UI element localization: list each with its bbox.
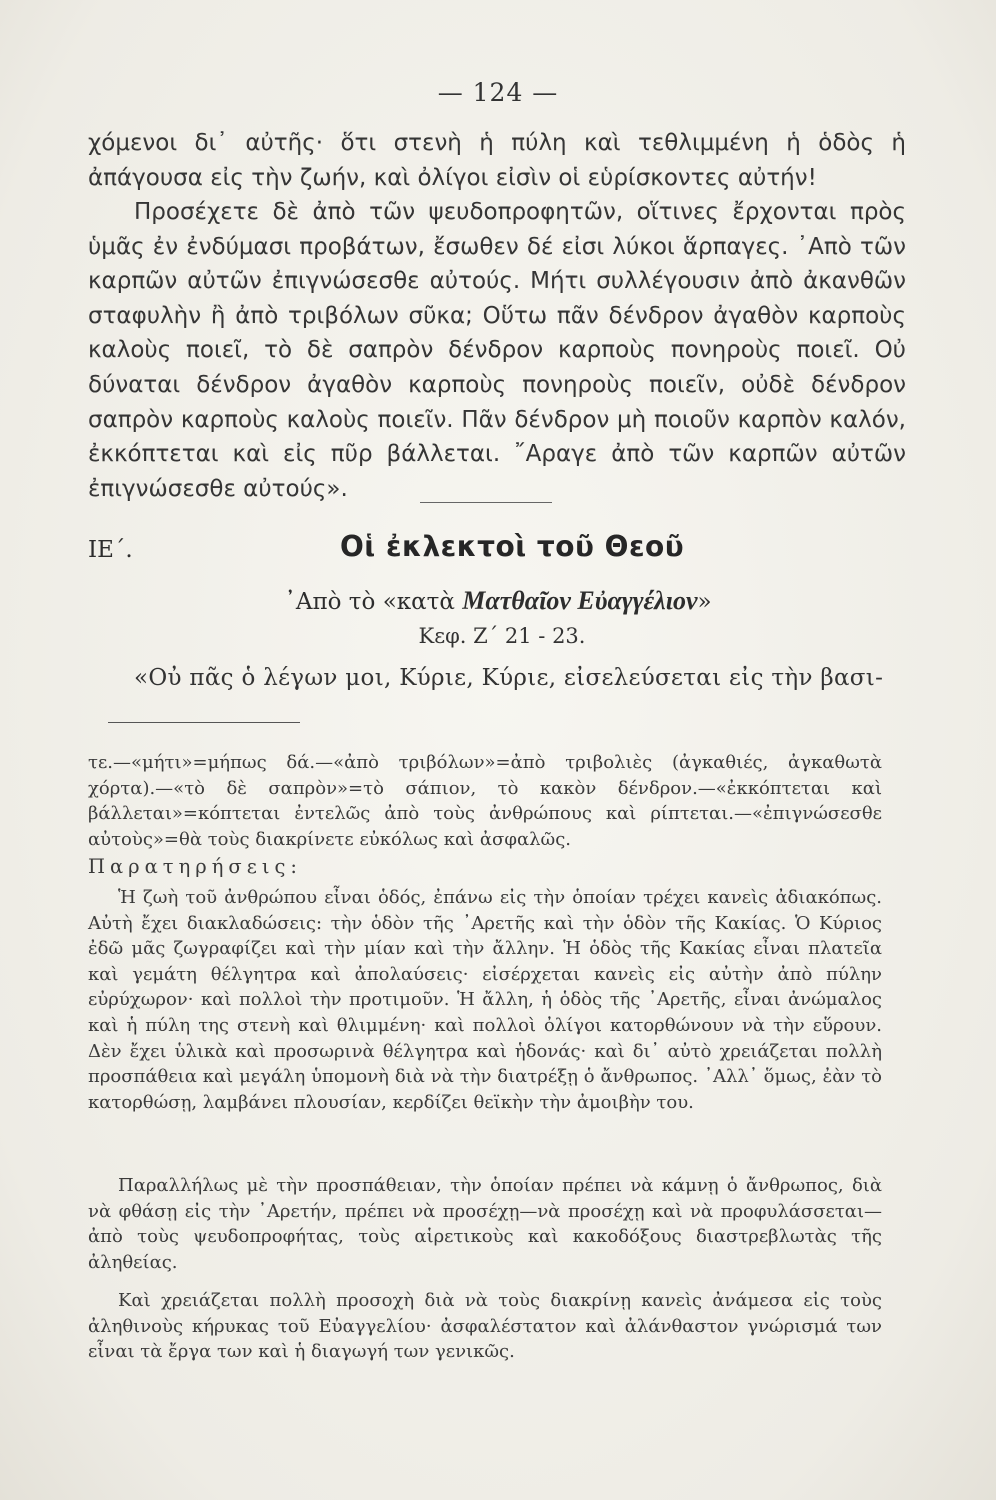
remarks-heading: Παρατηρήσεις: (88, 855, 302, 878)
footnote-rule (108, 722, 300, 723)
gospel-source (0, 586, 996, 616)
page-number: — 124 — (437, 78, 559, 107)
footnote-glossary: τε.—«μήτι»=μήπως δά.—«ἀπὸ τριβόλων»=ἀπὸ τριβολιὲς (ἀγκαθιές, ἀγκαθωτὰ χόρτα).—«τὸ δὲ σαπρὸν»=τὸ σάπιον, τὸ κακὸν δένδρον.—«ἐκκόπτεται καὶ βάλλεται»=κόπτεται ἐντελῶς ἀπὸ τοὺς ἀνθρώπους καὶ ρίπτεται.—«ἐπιγνώσεσθε αὐτοὺς»=θὰ τοὺς διακρίνετε εὐκόλως καὶ ἀσφαλῶς. (88, 752, 882, 850)
source-prefix: ᾿Απὸ τὸ «κατὰ (284, 589, 463, 615)
section-number: ΙΕ΄. (88, 537, 133, 563)
source-suffix: » (697, 589, 712, 615)
section-separator-rule (420, 502, 552, 503)
scripture-quote: «Οὐ πᾶς ὁ λέγων μοι, Κύριε, Κύριε, εἰσελεύσεται εἰς τὴν βασι- (134, 665, 884, 691)
remarks-paragraph: Ἡ ζωὴ τοῦ ἀνθρώπου εἶναι ὁδός, ἐπάνω εἰς τὴν ὁποίαν τρέχει κανεὶς ἀδιακόπως. Αὐτὴ ἔχει διακλαδώσεις: τὴν ὁδὸν τῆς ᾿Αρετῆς καὶ τὴν ὁδὸν τῆς Κακίας. Ὁ Κύριος ἐδῶ μᾶς ζωγραφίζει καὶ τὴν μίαν καὶ τὴν ἄλλην. Ἡ ὁδὸς τῆς Κακίας εἶναι πλατεῖα καὶ γεμάτη θέλγητρα καὶ ἀπολαύσεις· εἰσέρχεται κανεὶς εἰς αὐτὴν ἀπὸ πύλην εὐρύχωρον· καὶ πολλοὶ τὴν προτιμοῦν. Ἡ ἄλλη, ἡ ὁδὸς τῆς ᾿Αρετῆς, εἶναι ἀνώμαλος καὶ ἡ πύλη της στενὴ καὶ θλιμμένη· καὶ πολλοὶ ὀλίγοι κατορθώνουν νὰ τὴν εὕρουν. Δὲν ἔχει ὑλικὰ καὶ προσωρινὰ θέλγητρα καὶ ἡδονάς· καὶ δι᾿ αὐτὸ χρειάζεται πολλὴ προσπάθεια καὶ μεγάλη ὑπομονὴ διὰ νὰ τὴν διατρέξῃ ὁ ἄνθρωπος. ᾿Αλλ᾿ ὅμως, ἐὰν τὸ κατορθώσῃ, λαμβάνει πλουσίαν, κερδίζει θεϊκὴν τὴν ἀμοιβὴν του. (88, 887, 882, 1113)
remarks-paragraph: Καὶ χρειάζεται πολλὴ προσοχὴ διὰ νὰ τοὺς διακρίνῃ κανεὶς ἀνάμεσα εἰς τοὺς ἀληθινοὺς κήρυκας τοῦ Εὐαγγελίου· ἀσφαλέστατον καὶ ἀλάνθαστον γνώρισμά των εἶναι τὰ ἔργα των καὶ ἡ διαγωγή των γενικῶς. (88, 1290, 882, 1363)
chapter-reference: Κεφ. Ζ΄ 21 - 23. (418, 624, 586, 648)
paragraph-false-prophets: Προσέχετε δὲ ἀπὸ τῶν ψευδοπροφητῶν, οἵτινες ἔρχονται πρὸς ὑμᾶς ἐν ἐνδύμασι προβάτων, ἔσωθεν δέ εἰσι λύκοι ἅρπαγες. ᾿Απὸ τῶν καρπῶν αὐτῶν ἐπιγνώσεσθε αὐτούς. Μήτι συλλέγουσιν ἀπὸ ἀκανθῶν σταφυλὴν ἢ ἀπὸ τριβόλων σῦκα; Οὕτω πᾶν δένδρον ἀγαθὸν καρποὺς καλοὺς ποιεῖ, τὸ δὲ σαπρὸν δένδρον καρποὺς πονηροὺς ποιεῖ. Οὐ δύναται δένδρον ἀγαθὸν καρποὺς πονηροὺς ποιεῖν, οὐδὲ δένδρον σαπρὸν καρποὺς καλοὺς ποιεῖν. Πᾶν δένδρον μὴ ποιοῦν καρπὸν καλόν, ἐκκόπτεται καὶ εἰς πῦρ βάλλεται. ῎Αραγε ἀπὸ τῶν καρπῶν αὐτῶν ἐπιγνώσεσθε αὐτούς». (88, 199, 906, 502)
paragraph-continuation: χόμενοι δι᾿ αὐτῆς· ὅτι στενὴ ἡ πύλη καὶ τεθλιμμένη ἡ ὁδὸς ἡ ἀπάγουσα εἰς τὴν ζωήν, καὶ ὀλίγοι εἰσὶν οἱ εὑρίσκοντες αὐτήν! (88, 130, 906, 191)
source-book: Ματθαῖον Εὐαγγέλιον (462, 586, 698, 615)
remarks-paragraph: Παραλλήλως μὲ τὴν προσπάθειαν, τὴν ὁποίαν πρέπει νὰ κάμνῃ ὁ ἄνθρωπος, διὰ νὰ φθάσῃ εἰς τὴν ᾿Αρετήν, πρέπει νὰ προσέχῃ—νὰ προσέχῃ καὶ νὰ προφυλάσσεται—ἀπὸ τοὺς ψευδοπροφήτας, τοὺς αἱρετικοὺς καὶ κακοδόξους διαστρεβλωτὰς τῆς ἀληθείας. (88, 1175, 882, 1273)
section-title: Οἱ ἐκλεκτοὶ τοῦ Θεοῦ (340, 530, 685, 563)
